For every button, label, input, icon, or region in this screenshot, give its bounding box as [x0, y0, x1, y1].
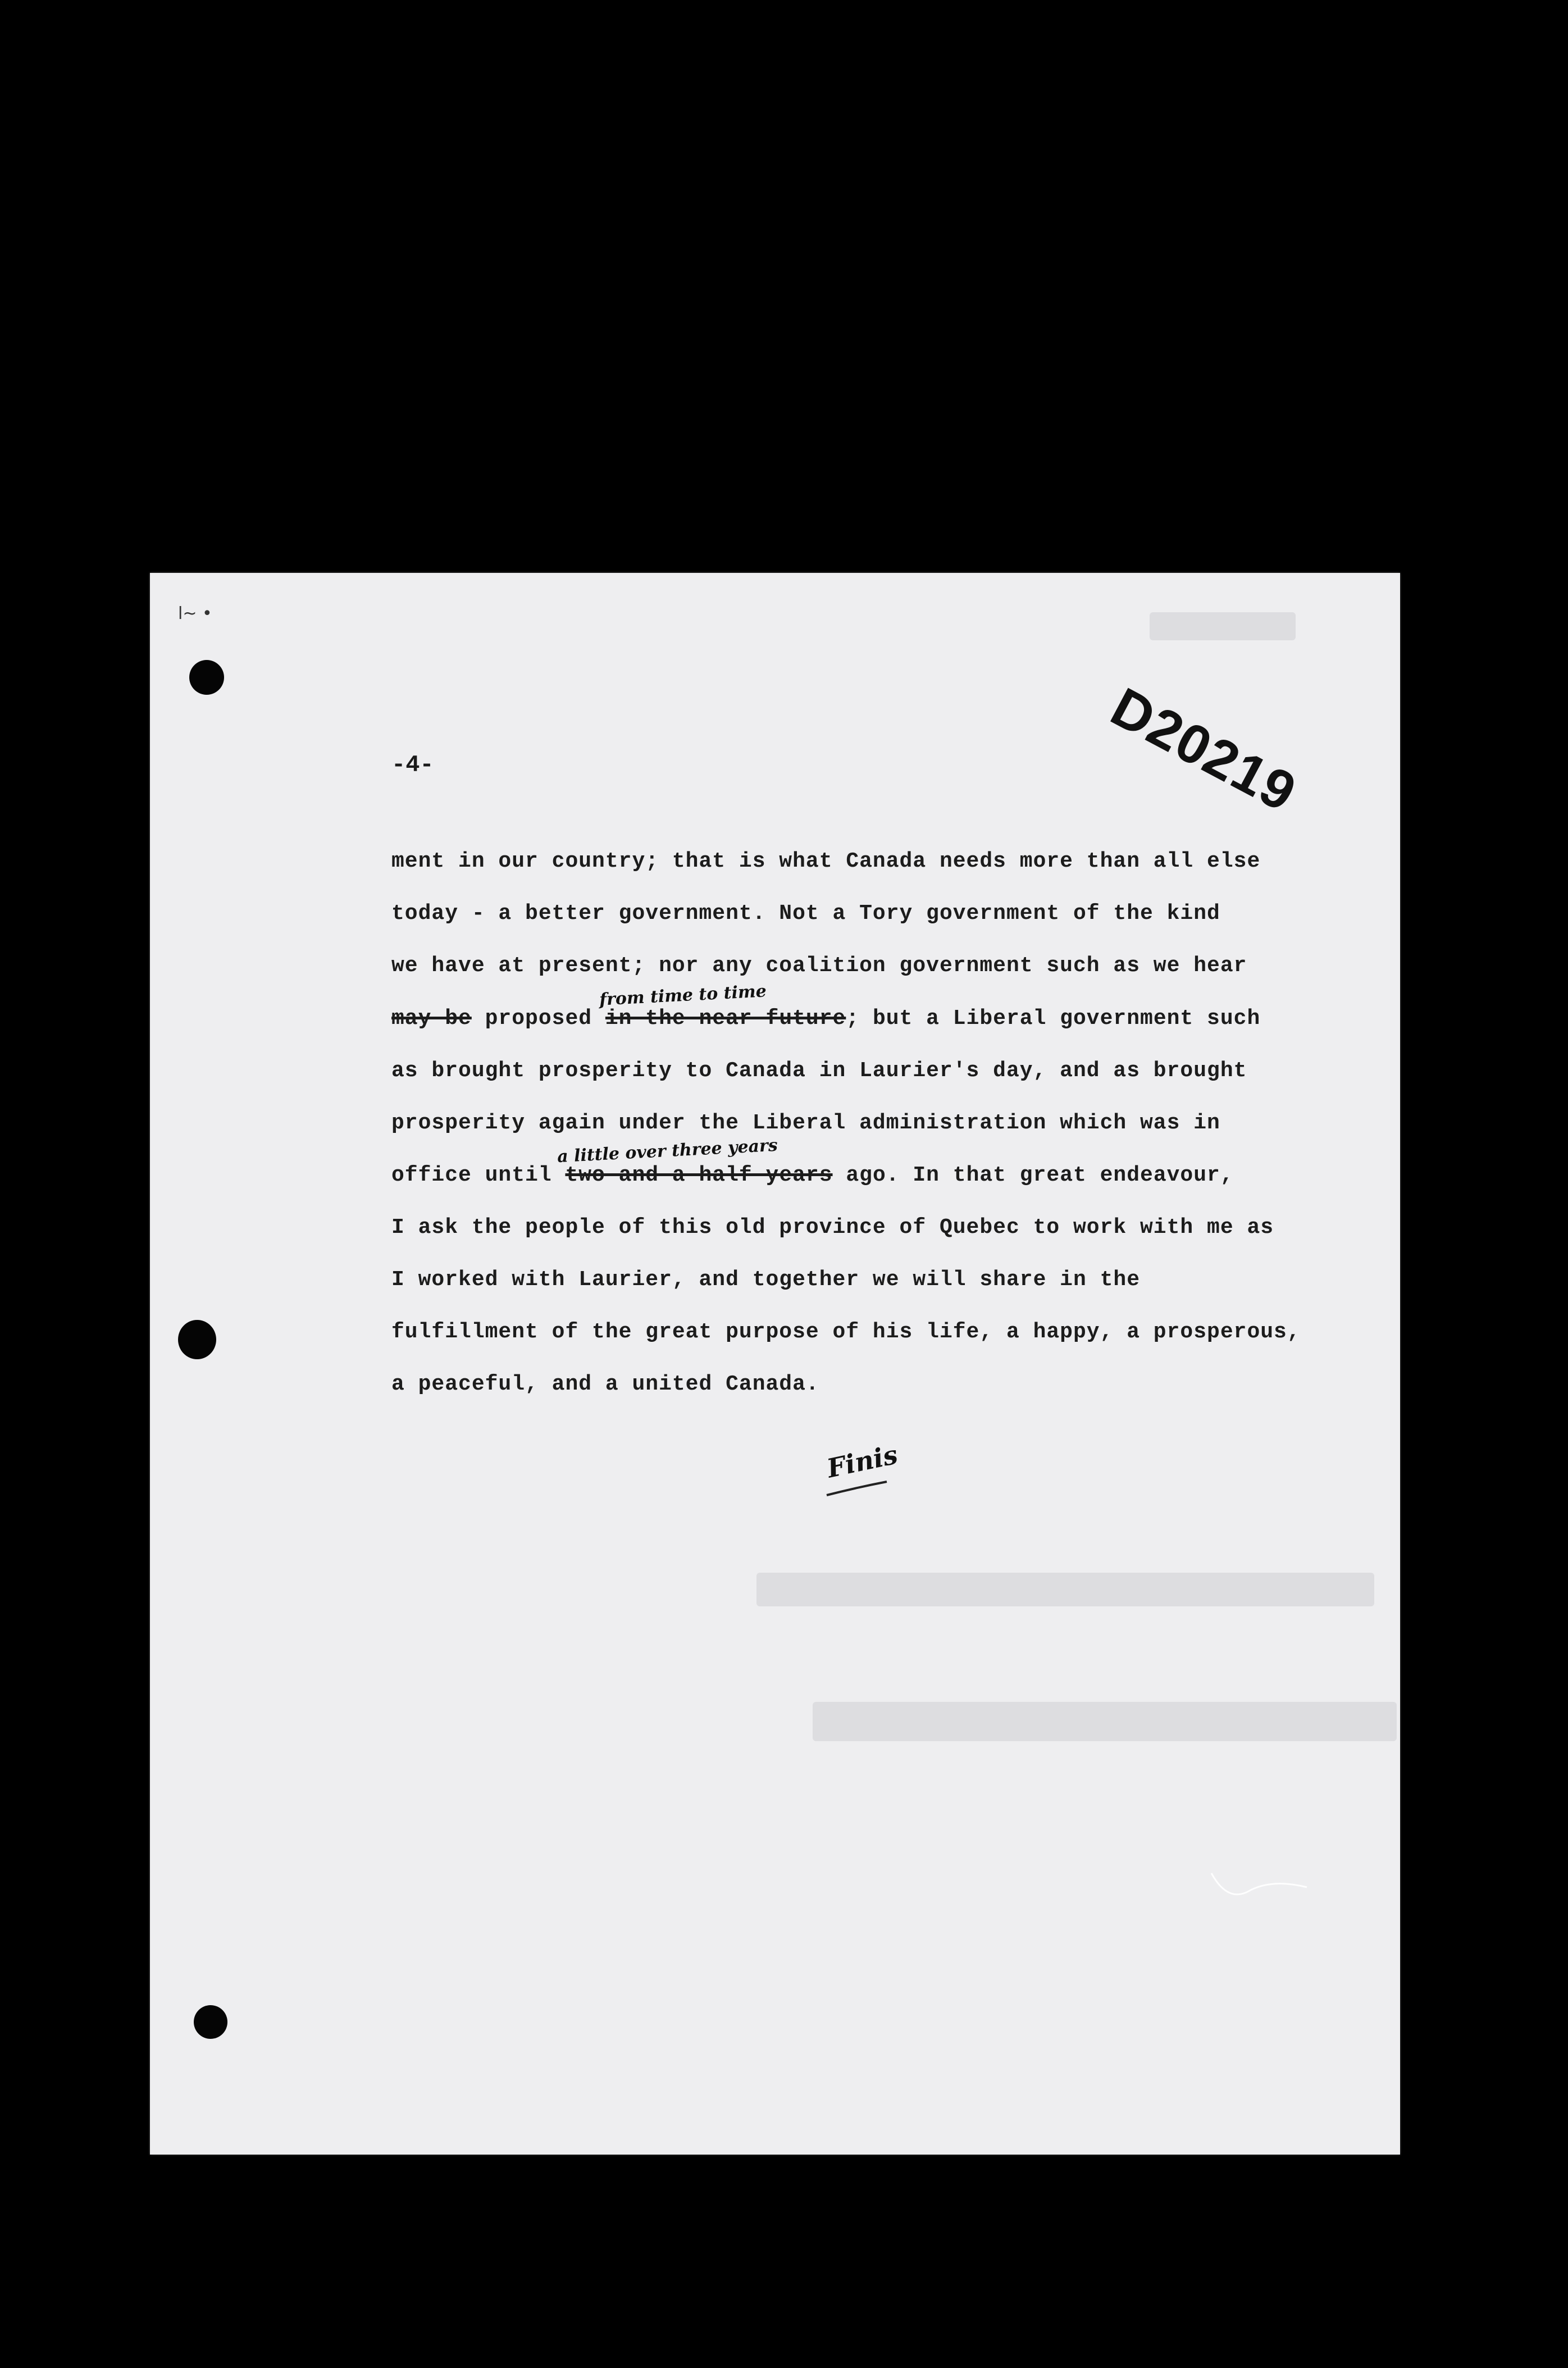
- bleed-through-mark: [756, 1573, 1374, 1606]
- text-line: I ask the people of this old province of Quebec to work with me as: [391, 1215, 1274, 1240]
- signature-underline: [824, 1477, 891, 1500]
- stray-mark: [1206, 1865, 1318, 1910]
- document-page: [150, 573, 1400, 2155]
- handwritten-signature: Finis: [824, 1439, 901, 1484]
- document-stamp: D20219: [1101, 675, 1307, 824]
- struck-text: may be: [391, 1007, 472, 1031]
- text-span: ago. In that great endeavour,: [832, 1163, 1234, 1187]
- struck-text: two and a half years: [565, 1163, 833, 1187]
- handwritten-insertion: from time to time: [599, 981, 767, 1010]
- punch-hole-top: [189, 660, 224, 695]
- text-line-edited: [391, 1007, 1260, 1031]
- struck-text: in the near future: [605, 1007, 846, 1031]
- text-line: as brought prosperity to Canada in Laurier's day, and as brought: [391, 1059, 1247, 1083]
- text-span: proposed: [471, 1007, 605, 1031]
- text-line: prosperity again under the Liberal administration which was in: [391, 1111, 1220, 1135]
- corner-mark: l~ •: [178, 604, 212, 623]
- punch-hole-bottom: [194, 2005, 227, 2039]
- text-span: ; but a Liberal government such: [846, 1007, 1261, 1031]
- text-line: fulfillment of the great purpose of his life, a happy, a prosperous,: [391, 1320, 1301, 1344]
- text-line: a peaceful, and a united Canada.: [391, 1372, 819, 1396]
- text-line: today - a better government. Not a Tory government of the kind: [391, 901, 1220, 926]
- punch-hole-middle: [178, 1320, 216, 1359]
- bleed-through-mark: [813, 1702, 1397, 1741]
- text-span: office until: [391, 1163, 566, 1187]
- text-line: I worked with Laurier, and together we will share in the: [391, 1268, 1141, 1292]
- handwritten-insertion: a little over three years: [557, 1135, 778, 1167]
- page-number: -4-: [391, 752, 434, 778]
- text-line-edited: [391, 1163, 1234, 1187]
- text-line: ment in our country; that is what Canada needs more than all else: [391, 849, 1261, 873]
- bleed-through-mark: [1150, 612, 1296, 640]
- text-line: we have at present; nor any coalition government such as we hear: [391, 954, 1247, 978]
